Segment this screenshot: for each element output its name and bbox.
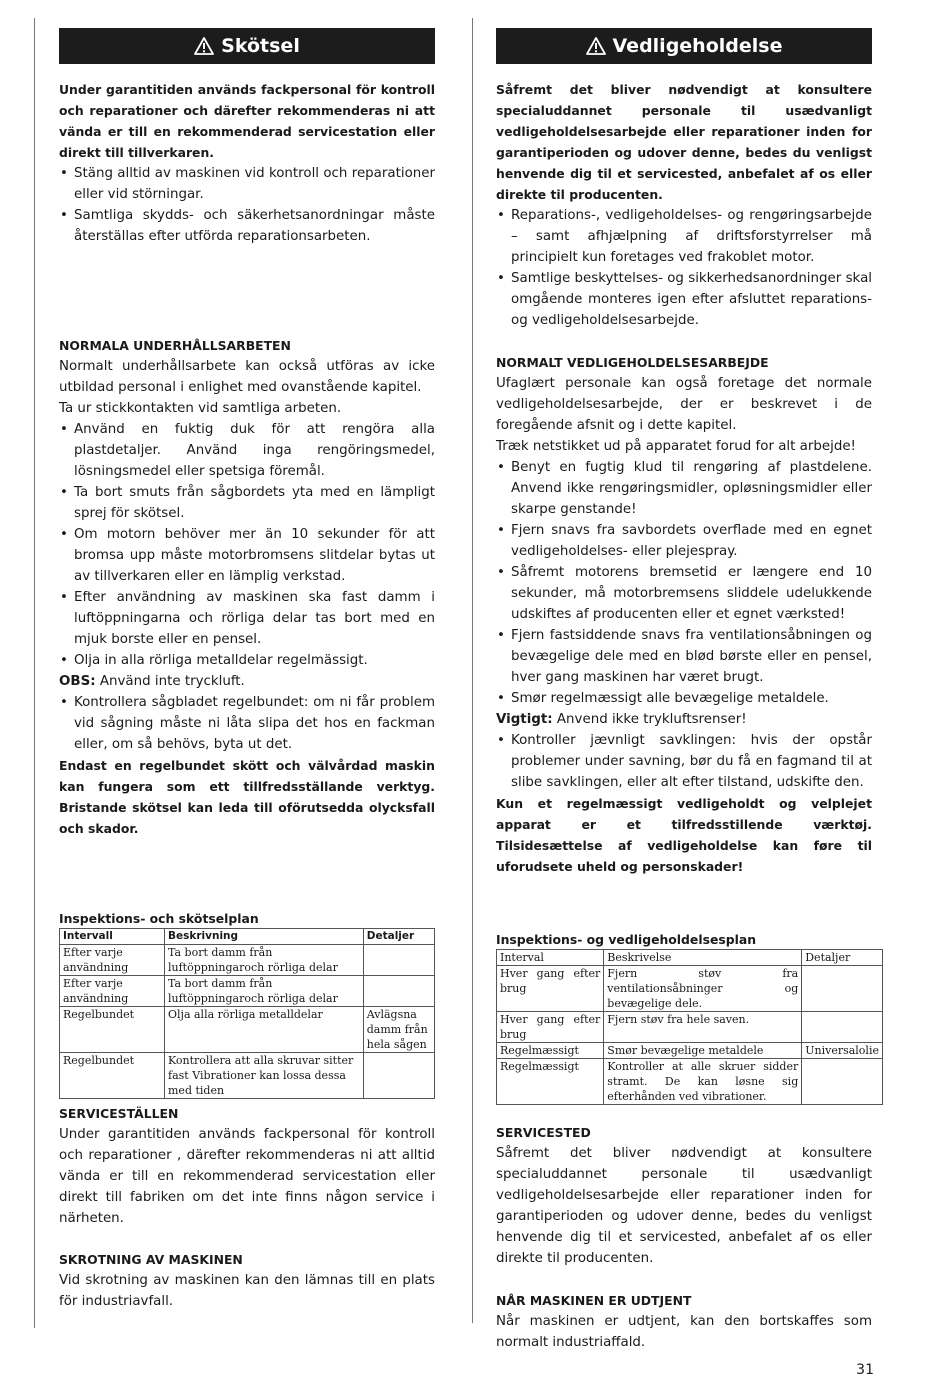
table-cell: Ta bort damm från luftöppningaroch rörliga delar xyxy=(165,976,364,1007)
right-bullet: • Benyt en fugtig klud til rengøring af plastdelene. Anvend ikke rengøringsmidler, opløsningsmidler eller skarpe genstande! xyxy=(496,457,872,520)
right-table-title: Inspektions- og vedligeholdelsesplan xyxy=(496,932,757,947)
right-obs-note xyxy=(496,709,872,730)
left-scrap-text: Vid skrotning av maskinen kan den lämnas till en plats för industriavfall. xyxy=(59,1273,435,1309)
left-normal-paragraph: Normalt underhållsarbete kan också utföras av icke utbildad personal i enlighet med ovanstående kapitel. xyxy=(59,359,435,395)
left-section-title: Skötsel xyxy=(221,35,300,57)
left-inspection-table xyxy=(59,928,435,1099)
right-bullet: • Kontroller jævnligt savklingen: hvis der opstår problemer under savning, bør du få en fagmand til at slibe savklingen, eller alt efter tilstand, udskifte den. xyxy=(496,730,872,793)
right-bullet: • Fjern snavs fra savbordets overflade med en egnet vedligeholdelses- eller plejespray. xyxy=(496,520,872,562)
table-header-row xyxy=(60,929,435,945)
left-plan-section xyxy=(59,910,435,1312)
left-bullet: • Använd en fuktig duk för att rengöra alla plastdetaljer. Använd inga rengöringsmedel, lösningsmedel eller spetsiga föremål. xyxy=(59,419,435,482)
left-obs-label: OBS: xyxy=(59,674,96,689)
table-cell: Regelmæssigt xyxy=(497,1043,604,1059)
right-bullet: • Smør regelmæssigt alle bevægelige metaldele. xyxy=(496,688,872,709)
table-cell: Olja alla rörliga metalldelar xyxy=(165,1007,364,1053)
warning-triangle-icon xyxy=(586,37,606,55)
table-row xyxy=(497,1043,883,1059)
right-service-text: Såfremt det bliver nødvendigt at konsultere specialuddannet personale til usædvanligt vedligeholdelsesarbejde eller reparationer inden for garantiperioden og udover denne, bedes du venligst henvende dig til et servicested, anbefalet af os eller direkte til producenten. xyxy=(496,1146,872,1266)
left-bullet: • Ta bort smuts från sågbordets yta med en lämpligt sprej för skötsel. xyxy=(59,482,435,524)
left-normal-heading: NORMALA UNDERHÅLLSARBETEN xyxy=(59,338,291,353)
left-service-text: Under garantitiden används fackpersonal för kontroll och reparationer , därefter rekommenderas ni att alltid vända er till en rekommenderad servicestation eller direkt till fabriken om det inte finns någon service i närheten. xyxy=(59,1127,435,1226)
table-cell: Kontroller at alle skruer sidder stramt. De kan løsne sig efterhånden ved vibrationer. xyxy=(604,1059,802,1105)
left-normal-unplug: Ta ur stickkontakten vid samtliga arbeten. xyxy=(59,401,342,416)
table-cell xyxy=(363,976,434,1007)
right-section-header xyxy=(496,28,872,64)
right-bullet: • Såfremt motorens bremsetid er længere end 10 sekunder, må motorbremsens sliddele udelukkende udskiftes af producenten eller et egnet værksted! xyxy=(496,562,872,625)
right-service-section xyxy=(496,1122,872,1353)
right-inspection-table xyxy=(496,949,883,1105)
left-obs-note xyxy=(59,671,435,692)
table-row xyxy=(60,945,435,976)
table-row xyxy=(497,966,883,1012)
table-cell: Hver gang efter brug xyxy=(497,1012,604,1043)
right-plan-section xyxy=(496,931,883,1105)
left-table-title: Inspektions- och skötselplan xyxy=(59,911,259,926)
table-cell: Efter varje användning xyxy=(60,976,165,1007)
table-header-row xyxy=(497,950,883,966)
table-header-cell: Beskrivelse xyxy=(604,950,802,966)
table-header-cell: Beskrivning xyxy=(165,929,364,945)
left-margin-rule xyxy=(34,18,35,1328)
page-number: 31 xyxy=(856,1362,874,1378)
table-row xyxy=(497,1012,883,1043)
right-normal-heading: NORMALT VEDLIGEHOLDELSESARBEJDE xyxy=(496,355,769,370)
left-bullet: • Om motorn behöver mer än 10 sekunder för att bromsa upp måste motorbromsens slitdelar bytas ut av tillverkaren eller en lämplig verkstad. xyxy=(59,524,435,587)
table-cell: Kontrollera att alla skruvar sitter fast Vibrationer kan lossa dessa med tiden xyxy=(165,1053,364,1099)
left-closing: Endast en regelbundet skött och välvårdad maskin kan fungera som ett tillfredsställande verktyg. Bristande skötsel kan leda till oförutsedda olycksfall och skador. xyxy=(59,758,435,836)
left-scrap-heading: SKROTNING AV MASKINEN xyxy=(59,1252,243,1267)
table-cell: Avlägsna damm från hela sågen xyxy=(363,1007,434,1053)
right-service-heading: SERVICESTED xyxy=(496,1125,591,1140)
right-intro: Såfremt det bliver nødvendigt at konsultere specialuddannet personale til usædvanligt vedligeholdelsesarbejde eller reparationer inden for garantiperioden og udover denne, bedes du venligst henvende dig til et servicested, anbefalet af os eller direkte til producenten. xyxy=(496,82,872,202)
table-cell xyxy=(802,966,883,1012)
table-row xyxy=(497,1059,883,1105)
table-cell: Efter varje användning xyxy=(60,945,165,976)
left-section-header xyxy=(59,28,435,64)
left-column xyxy=(59,28,435,839)
left-obs-text: Använd inte tryckluft. xyxy=(95,674,245,689)
left-bullet: • Stäng alltid av maskinen vid kontroll och reparationer eller vid störningar. xyxy=(59,163,435,205)
right-bullet: • Reparations-, vedligeholdelses- og rengøringsarbejde – samt afhjælpning af driftsforstyrrelser må principielt kun foretages ved frakoblet motor. xyxy=(496,205,872,268)
right-column xyxy=(496,28,872,877)
left-bullet: • Efter användning av maskinen ska fast damm i luftöppningarna och rörliga delar tas bort med en mjuk borste eller en pensel. xyxy=(59,587,435,650)
center-column-rule xyxy=(472,18,473,1323)
right-bullet: • Fjern fastsiddende snavs fra ventilationsåbningen og bevægelige dele med en blød børste eller en pensel, hver gang maskinen har været brugt. xyxy=(496,625,872,688)
table-cell: Hver gang efter brug xyxy=(497,966,604,1012)
left-bullet: • Olja in alla rörliga metalldelar regelmässigt. xyxy=(59,650,435,671)
table-row xyxy=(60,1053,435,1099)
left-bullet: • Kontrollera sågbladet regelbundet: om ni får problem vid sågning måste ni låta slipa det hos en fackman eller, om så behövs, byta ut det. xyxy=(59,692,435,755)
right-normal-paragraph: Ufaglært personale kan også foretage det normale vedligeholdelsesarbejde, der er beskrevet i de foregående afsnit og i dette kapitel. xyxy=(496,376,872,433)
table-row xyxy=(60,1007,435,1053)
table-cell xyxy=(363,1053,434,1099)
table-cell: Ta bort damm från luftöppningaroch rörliga delar xyxy=(165,945,364,976)
right-closing: Kun et regelmæssigt vedligeholdt og velplejet apparat er et tilfredsstillende værktøj. Tilsidesættelse af vedligeholdelse kan føre til uforudsete uheld og personskader! xyxy=(496,796,872,874)
table-header-cell: Interval xyxy=(497,950,604,966)
right-scrap-text: Når maskinen er udtjent, kan den bortskaffes som normalt industriaffald. xyxy=(496,1314,872,1350)
table-cell xyxy=(802,1012,883,1043)
table-cell: Smør bevægelige metaldele xyxy=(604,1043,802,1059)
table-cell: Fjern støv fra ventilationsåbninger og bevægelige dele. xyxy=(604,966,802,1012)
table-cell xyxy=(363,945,434,976)
table-cell: Regelbundet xyxy=(60,1007,165,1053)
right-obs-label: Vigtigt: xyxy=(496,712,553,727)
left-bullet: • Samtliga skydds- och säkerhetsanordningar måste återställas efter utförda reparationsarbeten. xyxy=(59,205,435,247)
left-service-heading: SERVICESTÄLLEN xyxy=(59,1106,179,1121)
table-cell: Regelbundet xyxy=(60,1053,165,1099)
left-intro: Under garantitiden används fackpersonal för kontroll och reparationer och därefter rekommenderas ni att vända er till en rekommenderad servicestation eller direkt till tillverkaren. xyxy=(59,82,435,160)
table-cell: Universalolie xyxy=(802,1043,883,1059)
warning-triangle-icon xyxy=(194,37,214,55)
right-bullet: • Samtlige beskyttelses- og sikkerhedsanordninger skal omgående monteres igen efter afsluttet reparations- og vedligeholdelsesarbejde. xyxy=(496,268,872,331)
table-cell: Regelmæssigt xyxy=(497,1059,604,1105)
right-obs-text: Anvend ikke trykluftsrenser! xyxy=(552,712,747,727)
table-header-cell: Detaljer xyxy=(363,929,434,945)
right-section-title: Vedligeholdelse xyxy=(612,35,783,57)
table-cell: Fjern støv fra hele saven. xyxy=(604,1012,802,1043)
table-row xyxy=(60,976,435,1007)
table-cell xyxy=(802,1059,883,1105)
right-scrap-heading: NÅR MASKINEN ER UDTJENT xyxy=(496,1293,692,1308)
table-header-cell: Intervall xyxy=(60,929,165,945)
right-normal-unplug: Træk netstikket ud på apparatet forud for alt arbejde! xyxy=(496,439,856,454)
table-header-cell: Detaljer xyxy=(802,950,883,966)
